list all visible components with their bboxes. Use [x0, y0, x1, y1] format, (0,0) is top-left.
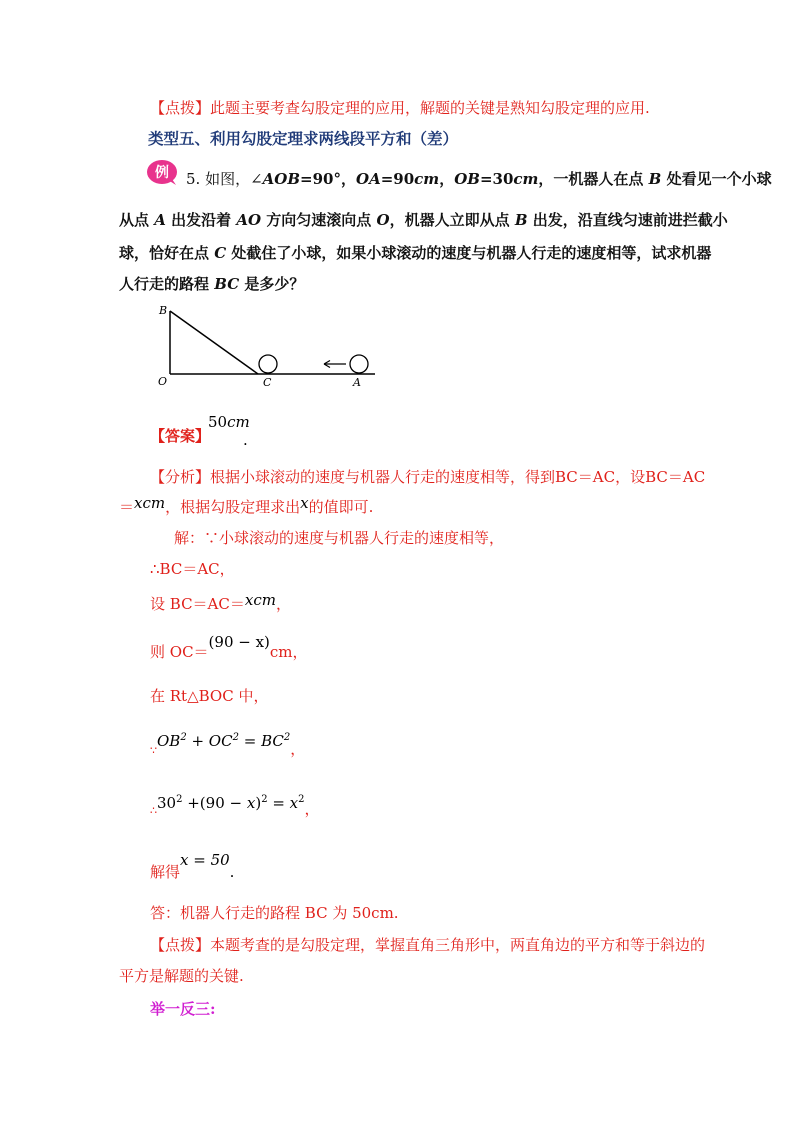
dianbo-1: 【点拨】此题主要考查勾股定理的应用，解题的关键是熟知勾股定理的应用.	[150, 99, 650, 117]
practice-heading: 举一反三:	[150, 1000, 216, 1018]
solution-line-1: 解：∵小球滚动的速度与机器人行走的速度相等，	[174, 529, 505, 547]
analysis-line-1: 【分析】根据小球滚动的速度与机器人行走的速度相等，得到BC＝AC，设BC＝AC	[150, 468, 706, 486]
label-O: O	[158, 375, 168, 388]
ball-at-C	[259, 355, 277, 373]
problem-line-2: 从点 A 出发沿着 AO 方向匀速滚向点 O，机器人立即从点 B 出发，沿直线匀速前进拦截小	[119, 211, 728, 229]
answer-dot: .	[243, 431, 248, 449]
solution-line-8: 解得x = 50.	[150, 851, 235, 881]
answer-value: 50cm	[208, 413, 250, 431]
final-answer: 答：机器人行走的路程 BC 为 50cm.	[150, 904, 399, 922]
badge-text: 例	[155, 165, 169, 181]
solution-line-6: $\because OB^2 + OC^2 = BC^2$，	[150, 732, 306, 758]
label-C: C	[263, 376, 272, 389]
dianbo-2-line-1: 【点拨】本题考查的是勾股定理，掌握直角三角形中，两直角边的平方和等于斜边的	[150, 936, 706, 954]
segment-BC	[170, 311, 258, 374]
problem-line-1: 5. 如图，∠AOB=90°，OA=90cm，OB=30cm，一机器人在点 B 处看见一个小球	[186, 170, 772, 188]
answer-label: 【答案】	[150, 427, 211, 445]
ball-at-A	[350, 355, 368, 373]
dianbo-2-line-2: 平方是解题的关键.	[119, 967, 244, 985]
section-title: 类型五、利用勾股定理求两线段平方和（差）	[148, 129, 459, 148]
geometry-figure	[150, 298, 390, 398]
equation-pythagoras: $OB^2 + OC^2 = BC^2$	[157, 732, 291, 750]
solution-line-7: $\therefore 30^2 +(90 - x)^2 = x^2$，	[150, 794, 320, 818]
example-badge-icon	[146, 158, 182, 184]
analysis-line-2: ＝xcm，根据勾股定理求出x的值即可.	[119, 494, 374, 516]
problem-line-3: 球，恰好在点 C 处截住了小球，如果小球滚动的速度与机器人行走的速度相等，试求机器	[119, 244, 712, 262]
problem-line-4: 人行走的路程 BC 是多少？	[119, 275, 305, 293]
label-B: B	[159, 304, 168, 317]
solution-line-4: 则 OC＝(90 − x)cm，	[150, 633, 308, 661]
solution-line-3: 设 BC＝AC＝xcm，	[150, 591, 291, 613]
solution-line-5: 在 Rt△BOC 中，	[150, 687, 269, 705]
solution-line-2: ∴BC＝AC，	[150, 560, 235, 578]
label-A: A	[353, 376, 361, 389]
equation-substituted: $30^2 +(90 - x)^2 = x^2$	[157, 794, 305, 812]
